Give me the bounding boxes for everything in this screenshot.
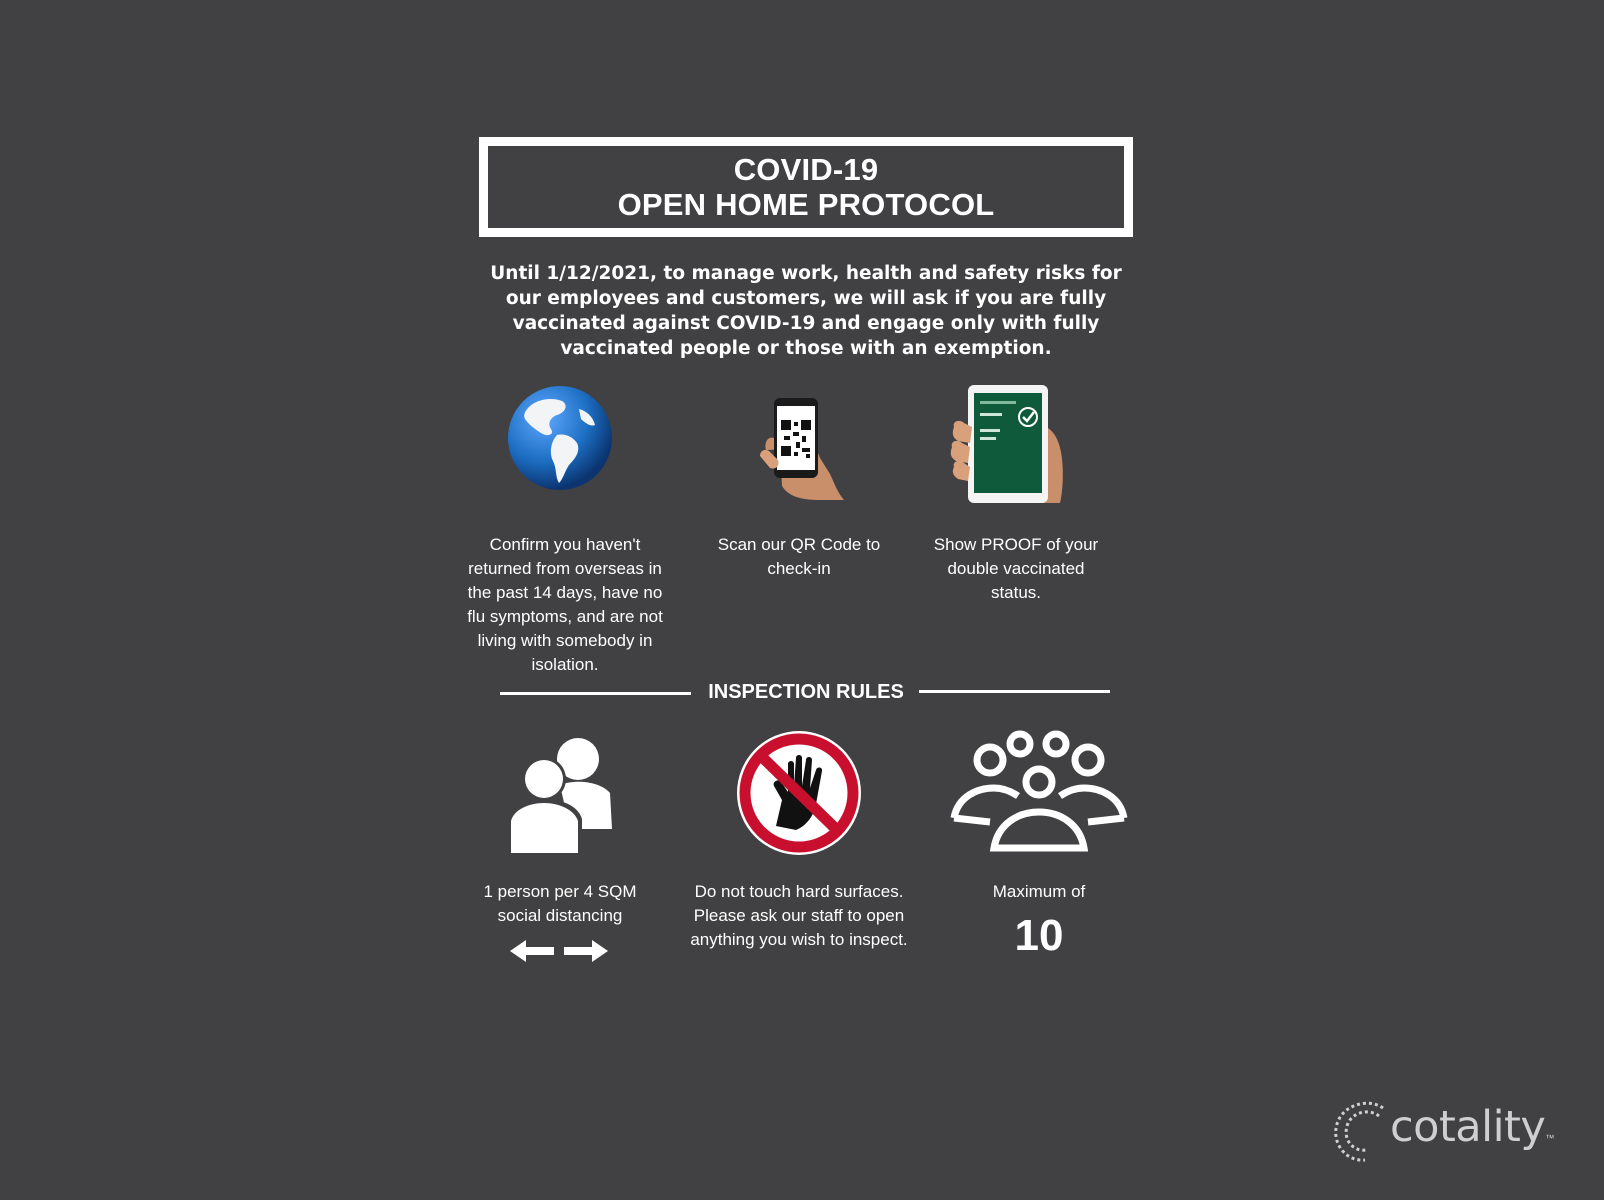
people-icon (508, 737, 614, 862)
qr-phone-icon (760, 398, 848, 507)
title-box (479, 137, 1133, 237)
title-line-1: COVID-19 (733, 152, 879, 187)
divider-left (500, 692, 691, 695)
no-touch-icon (736, 730, 862, 861)
brand-name: cotality (1390, 1102, 1546, 1152)
divider-right (919, 690, 1110, 693)
maximum-value: 10 (1014, 911, 1064, 960)
brand-trademark: ™ (1545, 1133, 1555, 1143)
cotality-logo-icon (1331, 1098, 1389, 1171)
rule-caption-distancing: 1 person per 4 SQM social distancing (483, 882, 637, 925)
rule-caption-maximum: Maximum of (992, 882, 1086, 901)
step-caption-proof: Show PROOF of your double vaccinated status. (933, 535, 1099, 602)
title-line-2: OPEN HOME PROTOCOL (617, 187, 995, 222)
left-arrow-icon (510, 940, 554, 967)
inspection-rules-title: INSPECTION RULES (708, 681, 904, 703)
brand-wordmark (1390, 1102, 1554, 1152)
step-caption-qr: Scan our QR Code to check-in (717, 535, 881, 578)
intro-text: Until 1/12/2021, to manage work, health and safety risks for our employees and customers, we will ask if you are fully vaccinated against COVID-19 and engage only with fully vaccinated people or those with an exemption. (490, 263, 1122, 359)
rule-caption-no-touch: Do not touch hard surfaces. Please ask our staff to open anything you wish to inspect. (690, 882, 908, 949)
right-arrow-icon (564, 940, 608, 967)
globe-icon (507, 385, 613, 496)
step-caption-overseas: Confirm you haven't returned from overseas in the past 14 days, have no flu symptoms, and are not living with somebody in isolation. (467, 535, 663, 674)
vaccine-certificate-phone-icon (950, 385, 1086, 510)
group-icon (950, 730, 1128, 861)
